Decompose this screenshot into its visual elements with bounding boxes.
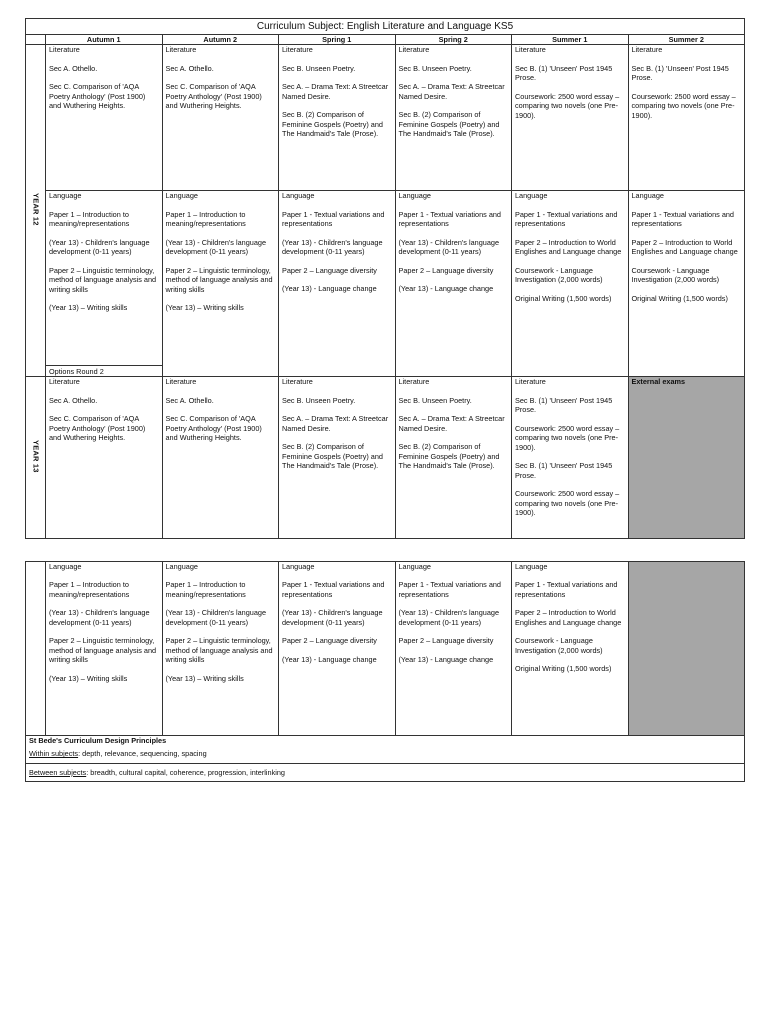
y12-lang-cell (279, 191, 396, 377)
external-exams-cell: External exams (628, 377, 745, 539)
y12-lang-content (49, 191, 159, 312)
cell-heading: Literature (631, 45, 663, 55)
cell-item: Paper 1 - Textual variations and representations (398, 580, 501, 599)
cell-item: Coursework: 2500 word essay – comparing two novels (one Pre-1900). (515, 489, 620, 518)
principles-heading: St Bede's Curriculum Design Principles (29, 736, 167, 745)
y12-lang-cell (512, 191, 629, 377)
cell-item: Paper 2 – Language diversity (398, 265, 494, 275)
cell-item: (Year 13) - Children's language development (0-11 years) (398, 237, 500, 257)
y13-lang-cell (395, 562, 512, 736)
cell-item: Sec B. (2) Comparison of Feminine Gospels (Poetry) and The Handmaid's Tale (Prose). (282, 442, 383, 471)
cell-item: Sec B. (2) Comparison of Feminine Gospels (Poetry) and The Handmaid's Tale (Prose). (282, 110, 383, 139)
cell-item: Sec C. Comparison of 'AQA Poetry Anthology' (Post 1900) and Wuthering Heights. (49, 414, 146, 443)
cell-item: Coursework - Language Investigation (2,000 words) (515, 265, 603, 285)
cell-heading: Literature (398, 377, 430, 387)
col-header: Autumn 1 (46, 35, 163, 45)
cell-item: Sec B. Unseen Poetry. (282, 63, 356, 73)
between-label: Between subjects (29, 767, 87, 777)
y13-lit-cell (279, 377, 396, 539)
cell-item: Sec B. (1) 'Unseen' Post 1945 Prose. (515, 63, 613, 83)
y12-lang-cell (162, 191, 279, 377)
cell-item: Sec B. (2) Comparison of Feminine Gospels (Poetry) and The Handmaid's Tale (Prose). (398, 110, 500, 139)
cell-heading: Literature (165, 45, 197, 55)
cell-heading: Language (49, 191, 82, 201)
divider (26, 763, 744, 764)
cell-item: Paper 1 - Textual variations and representations (282, 209, 385, 229)
cell-heading: Literature (515, 45, 546, 55)
cell-item: Sec B. (1) 'Unseen' Post 1945 Prose. (515, 395, 613, 415)
cell-item: (Year 13) - Children's language development (0-11 years) (282, 608, 383, 627)
cell-item: (Year 13) – Writing skills (165, 673, 244, 683)
cell-item: Coursework: 2500 word essay – comparing two novels (one Pre-1900). (515, 91, 620, 120)
cell-item: Paper 1 - Textual variations and representations (515, 209, 618, 229)
cell-item: Paper 1 - Textual variations and representations (515, 580, 618, 599)
cell-item: Sec A. Othello. (49, 63, 98, 73)
cell-item: Paper 2 – Linguistic terminology, method of language analysis and writing skills (49, 636, 157, 665)
cell-item: Sec A. – Drama Text: A Streetcar Named Desire. (282, 414, 389, 433)
y13-lang-cell (46, 562, 163, 736)
cell-item: Sec A. Othello. (49, 395, 98, 405)
cell-item: Original Writing (1,500 words) (515, 293, 612, 303)
cell-item: (Year 13) – Writing skills (49, 673, 128, 683)
y12-lit-cell (162, 45, 279, 191)
cell-heading: Language (631, 191, 664, 201)
cell-item: Coursework: 2500 word essay – comparing two novels (one Pre-1900). (631, 91, 736, 120)
y12-lang-cell (395, 191, 512, 377)
cell-item: Sec A. Othello. (165, 395, 214, 405)
col-header: Summer 1 (512, 35, 629, 45)
cell-item: Paper 2 – Language diversity (398, 636, 494, 646)
cell-heading: Literature (398, 45, 430, 55)
y12-lit-cell (46, 45, 163, 191)
options-round: Options Round 2 (46, 365, 162, 376)
cell-item: (Year 13) - Language change (398, 654, 494, 664)
cell-item: Sec B. Unseen Poetry. (282, 395, 356, 405)
cell-heading: Language (398, 562, 431, 571)
design-principles (26, 736, 745, 782)
cell-item: Paper 2 – Linguistic terminology, method of language analysis and writing skills (165, 265, 273, 294)
cell-item: (Year 13) - Children's language development (0-11 years) (282, 237, 383, 257)
cell-heading: Literature (515, 377, 546, 387)
cell-item: Paper 2 – Linguistic terminology, method of language analysis and writing skills (165, 636, 273, 665)
cell-item: (Year 13) - Language change (282, 654, 377, 664)
cell-item: Paper 1 - Textual variations and representations (282, 580, 385, 599)
cell-item: (Year 13) - Children's language development (0-11 years) (49, 608, 150, 627)
between-text: : breadth, cultural capital, coherence, progression, interlinking (86, 767, 285, 777)
cell-item: (Year 13) - Children's language development (0-11 years) (398, 608, 500, 627)
within-label: Within subjects (29, 749, 79, 759)
cell-item: Original Writing (1,500 words) (515, 664, 612, 674)
cell-item: Paper 2 – Introduction to World Englishes and Language change (515, 237, 622, 257)
cell-item: Paper 2 – Language diversity (282, 265, 377, 275)
cell-heading: Literature (165, 377, 197, 387)
cell-item: Sec B. Unseen Poetry. (398, 63, 472, 73)
cell-heading: Language (49, 562, 82, 571)
col-header: Autumn 2 (162, 35, 279, 45)
corner-cell (26, 35, 46, 45)
y12-lang-cell (628, 191, 745, 377)
cell-item: Coursework - Language Investigation (2,000 words) (515, 636, 603, 655)
year-13-label: YEAR 13 (31, 440, 41, 474)
cell-item: Sec A. – Drama Text: A Streetcar Named Desire. (398, 414, 505, 433)
cell-item: Coursework - Language Investigation (2,000 words) (631, 265, 720, 285)
cell-heading: Language (282, 191, 315, 201)
cell-item: Sec B. (1) 'Unseen' Post 1945 Prose. (515, 461, 613, 480)
cell-item: Sec C. Comparison of 'AQA Poetry Anthology' (Post 1900) and Wuthering Heights. (49, 82, 146, 111)
cell-item: Original Writing (1,500 words) (631, 293, 728, 303)
y13-lang-cell (162, 562, 279, 736)
y13-lit-cell (395, 377, 512, 539)
year-label-cell (26, 45, 46, 377)
y12-lit-cell (512, 45, 629, 191)
cell-item: Paper 1 – Introduction to meaning/representations (49, 580, 130, 599)
page-title: Curriculum Subject: English Literature and Language KS5 (26, 19, 745, 35)
cell-heading: Language (282, 562, 315, 571)
within-subjects (29, 749, 741, 758)
cell-heading: Language (398, 191, 431, 201)
grey-cell (628, 562, 745, 736)
cell-item: Paper 1 – Introduction to meaning/representations (165, 580, 246, 599)
cell-item: Sec C. Comparison of 'AQA Poetry Anthology' (Post 1900) and Wuthering Heights. (165, 82, 262, 111)
cell-item: Paper 2 – Language diversity (282, 636, 377, 646)
cell-item: Sec A. – Drama Text: A Streetcar Named Desire. (282, 82, 389, 101)
cell-heading: Language (515, 562, 548, 571)
y12-lit-cell (628, 45, 745, 191)
cell-item: Paper 1 – Introduction to meaning/representations (49, 209, 130, 229)
cell-item: (Year 13) - Language change (398, 284, 494, 294)
curriculum-table (25, 18, 745, 539)
cell-heading: Literature (49, 377, 80, 387)
cell-item: Sec B. (2) Comparison of Feminine Gospels (Poetry) and The Handmaid's Tale (Prose). (398, 442, 500, 471)
y12-lit-cell (395, 45, 512, 191)
within-text: : depth, relevance, sequencing, spacing (78, 749, 207, 759)
cell-item: (Year 13) – Writing skills (165, 303, 244, 313)
cell-item: Sec A. – Drama Text: A Streetcar Named Desire. (398, 82, 505, 101)
cell-heading: Literature (49, 45, 80, 55)
cell-item: (Year 13) - Children's language development (0-11 years) (165, 237, 267, 257)
cell-item: Sec C. Comparison of 'AQA Poetry Anthology' (Post 1900) and Wuthering Heights. (165, 414, 262, 443)
cell-item: Sec B. Unseen Poetry. (398, 395, 472, 405)
cell-item: Paper 2 – Introduction to World Englishes and Language change (515, 608, 622, 627)
cell-heading: Language (515, 191, 548, 201)
cell-item: Paper 1 - Textual variations and representations (398, 209, 501, 229)
y13-lit-cell (512, 377, 629, 539)
curriculum-table-continued (25, 561, 745, 782)
cell-item: Sec B. (1) 'Unseen' Post 1945 Prose. (631, 63, 729, 83)
col-header: Spring 2 (395, 35, 512, 45)
cell-item: Paper 1 - Textual variations and representations (631, 209, 734, 229)
y12-lit-cell (279, 45, 396, 191)
cell-heading: Literature (282, 377, 313, 387)
year-label-cell (26, 562, 46, 736)
y13-lit-cell (46, 377, 163, 539)
cell-item: (Year 13) – Writing skills (49, 303, 128, 313)
year-label-cell (26, 377, 46, 539)
cell-item: (Year 13) - Children's language development (0-11 years) (165, 608, 267, 627)
y12-lang-cell (46, 191, 163, 377)
year-12-label: YEAR 12 (31, 193, 41, 227)
col-header: Spring 1 (279, 35, 396, 45)
cell-item: (Year 13) - Children's language development (0-11 years) (49, 237, 150, 257)
cell-heading: Language (165, 562, 198, 571)
cell-heading: Literature (282, 45, 313, 55)
cell-item: Paper 2 – Introduction to World Englishes and Language change (631, 237, 738, 257)
y13-lang-cell (279, 562, 396, 736)
cell-item: Sec A. Othello. (165, 63, 214, 73)
cell-item: Paper 2 – Linguistic terminology, method of language analysis and writing skills (49, 265, 157, 294)
cell-item: Paper 1 – Introduction to meaning/representations (165, 209, 246, 229)
cell-item: (Year 13) - Language change (282, 284, 377, 294)
between-subjects (29, 768, 741, 777)
cell-heading: Language (165, 191, 198, 201)
y13-lang-cell (512, 562, 629, 736)
cell-item: Coursework: 2500 word essay – comparing two novels (one Pre-1900). (515, 423, 620, 452)
col-header: Summer 2 (628, 35, 745, 45)
y13-lit-cell (162, 377, 279, 539)
